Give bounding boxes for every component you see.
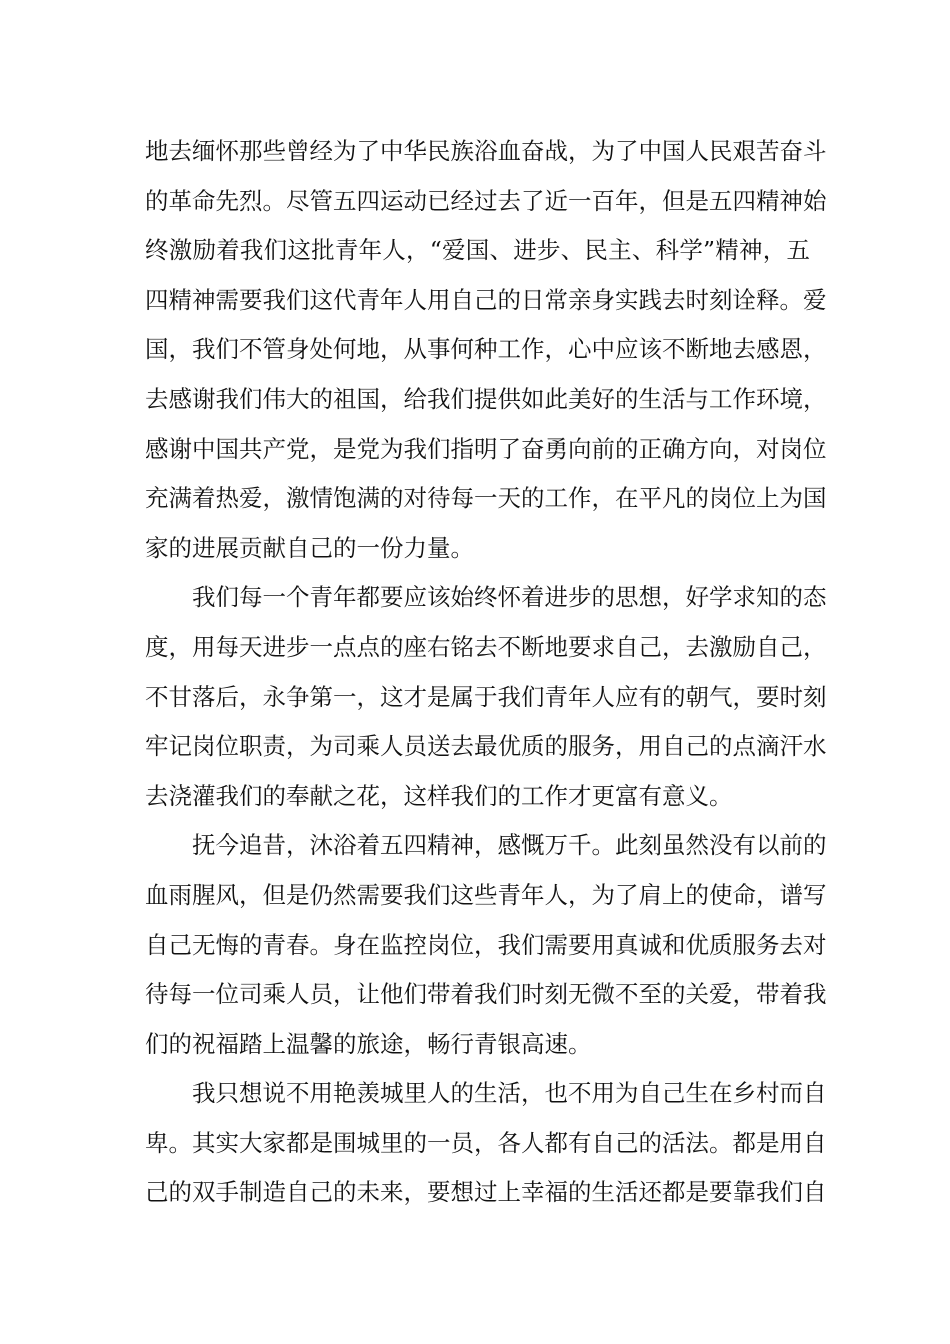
paragraph-1-line-6: 去感谢我们伟大的祖国，给我们提供如此美好的生活与工作环境，	[145, 384, 827, 413]
paragraph-1-line-5: 国，我们不管身处何地，从事何种工作，心中应该不断地去感恩，	[145, 335, 827, 364]
paragraph-2-line-2: 度，用每天进步一点点的座右铭去不断地要求自己，去激励自己，	[145, 632, 827, 661]
paragraph-1-line-3: 终激励着我们这批青年人，“爱国、进步、民主、科学”精神，五	[145, 236, 810, 265]
paragraph-4-line-1: 我只想说不用艳羡城里人的生活，也不用为自己生在乡村而自	[192, 1079, 827, 1108]
paragraph-2-line-1: 我们每一个青年都要应该始终怀着进步的思想，好学求知的态	[192, 583, 827, 612]
paragraph-2-line-4: 牢记岗位职责，为司乘人员送去最优质的服务，用自己的点滴汗水	[145, 732, 827, 761]
paragraph-2-line-3: 不甘落后，永争第一，这才是属于我们青年人应有的朝气，要时刻	[145, 682, 827, 711]
paragraph-3-line-5: 们的祝福踏上温馨的旅途，畅行青银高速。	[145, 1029, 592, 1058]
paragraph-4-line-3: 己的双手制造自己的未来，要想过上幸福的生活还都是要靠我们自	[145, 1178, 827, 1207]
paragraph-3-line-4: 待每一位司乘人员，让他们带着我们时刻无微不至的关爱，带着我	[145, 980, 827, 1009]
paragraph-2-line-5: 去浇灌我们的奉献之花，这样我们的工作才更富有意义。	[145, 781, 733, 810]
paragraph-3-line-1: 抚今追昔，沐浴着五四精神，感慨万千。此刻虽然没有以前的	[192, 831, 827, 860]
body-text	[145, 127, 827, 1218]
paragraph-1-line-8: 充满着热爱，激情饱满的对待每一天的工作，在平凡的岗位上为国	[145, 484, 827, 513]
paragraph-1-line-2: 的革命先烈。尽管五四运动已经过去了近一百年，但是五四精神始	[145, 186, 827, 215]
paragraph-3-line-3: 自己无悔的青春。身在监控岗位，我们需要用真诚和优质服务去对	[145, 930, 827, 959]
paragraph-4-line-2: 卑。其实大家都是围城里的一员，各人都有自己的活法。都是用自	[145, 1128, 827, 1157]
paragraph-1-line-1: 地去缅怀那些曾经为了中华民族浴血奋战，为了中国人民艰苦奋斗	[145, 137, 827, 165]
paragraph-1-line-7: 感谢中国共产党，是党为我们指明了奋勇向前的正确方向，对岗位	[145, 434, 827, 463]
paragraph-3-line-2: 血雨腥风，但是仍然需要我们这些青年人，为了肩上的使命，谱写	[145, 880, 827, 909]
paragraph-1-line-9: 家的进展贡献自己的一份力量。	[145, 533, 474, 562]
paragraph-1-line-4: 四精神需要我们这代青年人用自己的日常亲身实践去时刻诠释。爱	[145, 285, 827, 314]
